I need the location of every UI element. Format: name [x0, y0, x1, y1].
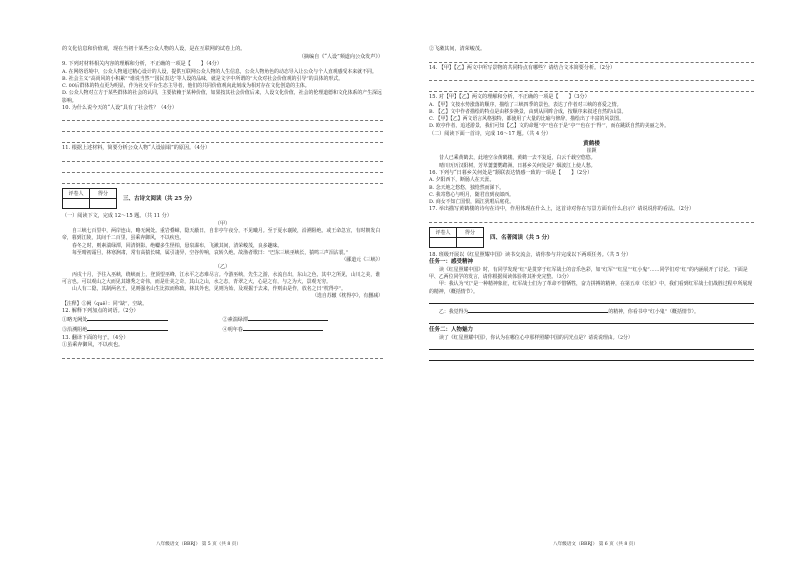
grader-cell[interactable]: [430, 237, 457, 247]
answer-line[interactable]: [429, 214, 754, 223]
task-2-text: 读了《红星照耀中国》，你认为在哪位心中那样照耀中国的闪光点是？请说说理由。（2分）: [439, 334, 633, 341]
grader-label: 评卷人: [63, 188, 90, 198]
score-table: [62, 188, 117, 209]
q15-option-d: D. 欧亭作者，追述游景，我们可知【乙】文的命题“亭”也在于是“亭”“也在于‘得’”，而在跳跃自然的美丽之外。: [429, 123, 670, 130]
question-17: 17. 举出描写黄鹤楼的诗句在诗中，作用体现在什么上，这首诗对你在写景方面有什么启示？请说说你的看法。（2分）: [429, 206, 695, 213]
subsection-2: （二）阅读下面一首诗，完成 16～17 题。（共 4 分）: [429, 130, 552, 137]
page-footer: 八年级语文（BBRJ） 第 5 页（共 8 页）: [156, 542, 241, 547]
right-page: [397, 0, 794, 561]
answer-line[interactable]: [62, 164, 383, 173]
question-14: 14. 【甲】【乙】两文中所写景物的共同特点有哪些？请结合文本简要分析。（2分）: [429, 64, 616, 71]
answer-line[interactable]: [429, 353, 754, 361]
text-yi-para-2: 山人有二隐，其制两名王，见则强名山生比拟而称致。林其外也，见则为始，及观掘于去来，作则由是作，放名之曰“枕得亭”。: [72, 286, 346, 293]
q16-option-a: A. 夕阳西下，断肠人在天涯。: [429, 177, 495, 184]
q12-items: [62, 315, 383, 334]
blank[interactable]: [87, 315, 167, 321]
answer-line[interactable]: [62, 350, 383, 359]
question-18: 18. 班级开展以《红星照耀中国》读书交流会，请你参与并完成以下两项任务。（共 5 分）: [429, 251, 632, 258]
question-9: 9. 下列对材料相关内容的理解和分析，不正确的一项是【 】（4分）: [62, 61, 222, 68]
score-box-row: [62, 188, 383, 209]
answer-line[interactable]: [429, 296, 754, 304]
q12-item: ④明年春: [223, 325, 384, 335]
text-jia-label: （甲）: [214, 220, 231, 227]
answer-line[interactable]: [62, 175, 383, 184]
q12-item: ③沿溯阻绝: [62, 325, 223, 335]
blank[interactable]: [248, 315, 328, 321]
answer-line[interactable]: [62, 112, 383, 121]
score-cell[interactable]: [457, 237, 484, 247]
blank[interactable]: [87, 325, 167, 331]
q12-item: ①略无阙处: [62, 315, 223, 325]
score-label: 得分: [90, 188, 117, 198]
grader-cell[interactable]: [63, 198, 90, 208]
yi-speech: 乙：我觉得为 的精神，你看书中“红小鬼”（概括情节）。: [439, 308, 699, 315]
text-jia-para-3: 每至晴初霜旦，林寒涧肃，常有高猿长啸，属引凄异，空谷传响，哀转久绝。故渔者歌曰：“巴东三峡巫峡长，猿鸣三声泪沾裳。”: [72, 249, 349, 256]
q13-sentence-1: ①虽乘奔御风，不以疾也。: [62, 342, 124, 349]
jia-speech: 甲：我认为“红”是一种精神象征，红军战士们为了革命不惜牺牲，奋力拼搏的精神，在第五章《长征》中，我们看到红军战士们战胜过程中所展现的精神，（概括情节）。: [429, 281, 753, 295]
answer-line[interactable]: [429, 316, 754, 324]
q15-option-b: B. 【乙】文中作者描绘的特点是由移步换景，由到从回眸合成，按顺序来叙述自然的山景。: [429, 108, 627, 115]
answer-line[interactable]: [429, 83, 754, 92]
q13-sentence-2: ②飞漱其间，清荣峻茂。: [429, 46, 486, 52]
q16-option-c: C. 我寄愁心与明月，随君直到夜郎西。: [429, 191, 514, 198]
task-2-title: 任务二：人物魅力: [429, 327, 474, 333]
score-table: [429, 227, 484, 248]
text-jia-para-1: 自三峡七百里中，两岸连山，略无阙处。重岩叠嶂，隐天蔽日，自非亭午夜分，不见曦月。至于夏水襄陵，沿溯阻绝。或王命急宣，有时朝发白帝，暮到江陵，其间千二百里，虽乘奔御风，不以疾也。: [62, 228, 381, 242]
q9-option-b: B. 社会主义“高尚风的小积累”“谁说当然”“国民表达”等人设的品味，就是文字中所谓的“大众对社会价值观的引导”的具体的形式。: [62, 75, 344, 82]
section-4-title: 四、名著阅读（共 5 分）: [490, 235, 553, 242]
q9-option-c: C. 00后群体的特点更为明显，作为社交平台生态主导者，他们的共同价值观向此刻成为相对存在文化创造的主体。: [62, 83, 310, 90]
answer-line[interactable]: [62, 153, 383, 162]
text-yi-para-1: 丙戌十月，予往入巫峡，绕峡而上，登顶望巫峰，江水平之态难尽言。今游巫峡，先生之游，水流自出，东山之色，其中之所见，山川之美，谁可言也。可以观山之大而见其雄秀之奇伟，而是壮美之奇，其山之山，水之态，青翠之大，心是之有，与之为大，景观无穷。: [62, 271, 381, 285]
material-source: （摘编自《“人设”频道向公众发声》）: [298, 53, 383, 60]
task-1-title: 任务一：感受精神: [429, 259, 474, 266]
q9-option-a: A. 在网络语境中，公众人物通过精心设计的人设，提供互联网公众人物的人生信息，公众人物角色的动态导入让公众与个人直观感受本来就不同。: [62, 68, 377, 75]
score-label: 得分: [457, 227, 484, 237]
annotation-note: 【注释】①阙（quē）：同“缺”，空缺。: [62, 300, 148, 307]
text-jia-para-2: 春冬之时，则素湍绿潭，回清倒影。绝巘多生怪柏，悬泉瀑布，飞漱其间，清荣峻茂，良多趣味。: [72, 242, 283, 249]
score-box-row: [429, 227, 754, 248]
answer-line[interactable]: [429, 342, 754, 350]
answer-line[interactable]: [62, 123, 383, 132]
question-13: 13. 翻译下面的句子。（4分）: [62, 334, 129, 341]
blank[interactable]: [243, 325, 323, 331]
question-15: 15. 对【甲】【乙】两文的理解和分析，不正确的一项是【 】（3分）: [429, 94, 590, 101]
blank[interactable]: [468, 307, 608, 313]
answer-line[interactable]: [429, 54, 754, 63]
q15-option-c: C. 【甲】【乙】两文语言风格独特，都使用了大量的比喻与修辞，描绘出了丰富的风景图。: [429, 116, 624, 123]
question-11: 11. 根据上述材料，简要分析公众人物“人设崩塌”的原因。（4分）: [62, 145, 211, 152]
answer-line[interactable]: [429, 72, 754, 81]
text-jia-source: （郦道元《三峡》）: [341, 256, 383, 263]
subsection-1: （一）阅读下文，完成 12～15 题。（共 11 分）: [62, 212, 172, 219]
poem-line-1: 昔人已乘黄鹤去，此地空余黄鹤楼。黄鹤一去不复返，白云千载空悠悠。: [439, 155, 596, 162]
q9-option-d: D. 公众人物对立方于某些群体的社会的认同，主要依赖于某种价值，如果按其社会价值后来，人设文化价值，社会的伦理道德和文化体系的产生深远影响。: [62, 90, 382, 104]
question-10: 10. 为什么说今天的“人设”具有了社会性？（4分）: [62, 104, 177, 111]
text-yi-source: （选自苏辙《枕得亭》，有删减）: [312, 293, 383, 300]
poem-title: 黄鹤楼: [583, 141, 600, 148]
task-1-text: 读《红星照耀中国》时，有同学发现“红”是贯穿于红军战士的音乐色彩，如“红军”“红星”“红小鬼”……同学们对“红”的内涵展开了讨论。下面是甲、乙两位同学的发言，请你根据阅读体验将其补充完整。（3分）: [429, 266, 748, 281]
question-16: 16. 下列与“日暮乡关何处是”颔联表达情感一致的一项是【 】（2分）: [429, 169, 593, 176]
section-3-title: 三、古诗文阅读（共 25 分）: [123, 196, 195, 203]
poem-line-2: 晴川历历汉阳树，芳草萋萋鹦鹉洲。日暮乡关何处是？烟波江上使人愁。: [439, 162, 596, 169]
page-footer: 八年级语文（BBRJ） 第 6 页（共 8 页）: [553, 542, 638, 547]
answer-line[interactable]: [62, 134, 383, 143]
grader-label: 评卷人: [430, 227, 457, 237]
q12-item: ②素湍绿潭: [223, 315, 384, 325]
q16-option-b: B. 念天地之悠悠，独怆然而涕下。: [429, 184, 505, 191]
intro-tail: 的文化信息和价值观，现在当初十某些公众人物的人设，是在互联网的试卷上的。: [62, 46, 246, 52]
q16-option-d: D. 商女不知亡国恨，隔江犹唱后庭花。: [429, 199, 515, 205]
text-yi-label: （乙）: [214, 264, 231, 271]
score-cell[interactable]: [90, 198, 117, 208]
q15-option-a: A. 【甲】文按水势涨落的顺序，描绘了三峡四季的景色，表达了作者对三峡的喜爱之情。: [429, 101, 622, 108]
poem-author: 崔颢: [586, 148, 597, 155]
question-12: 12. 解释下列加点的词语。（2分）: [62, 307, 139, 314]
